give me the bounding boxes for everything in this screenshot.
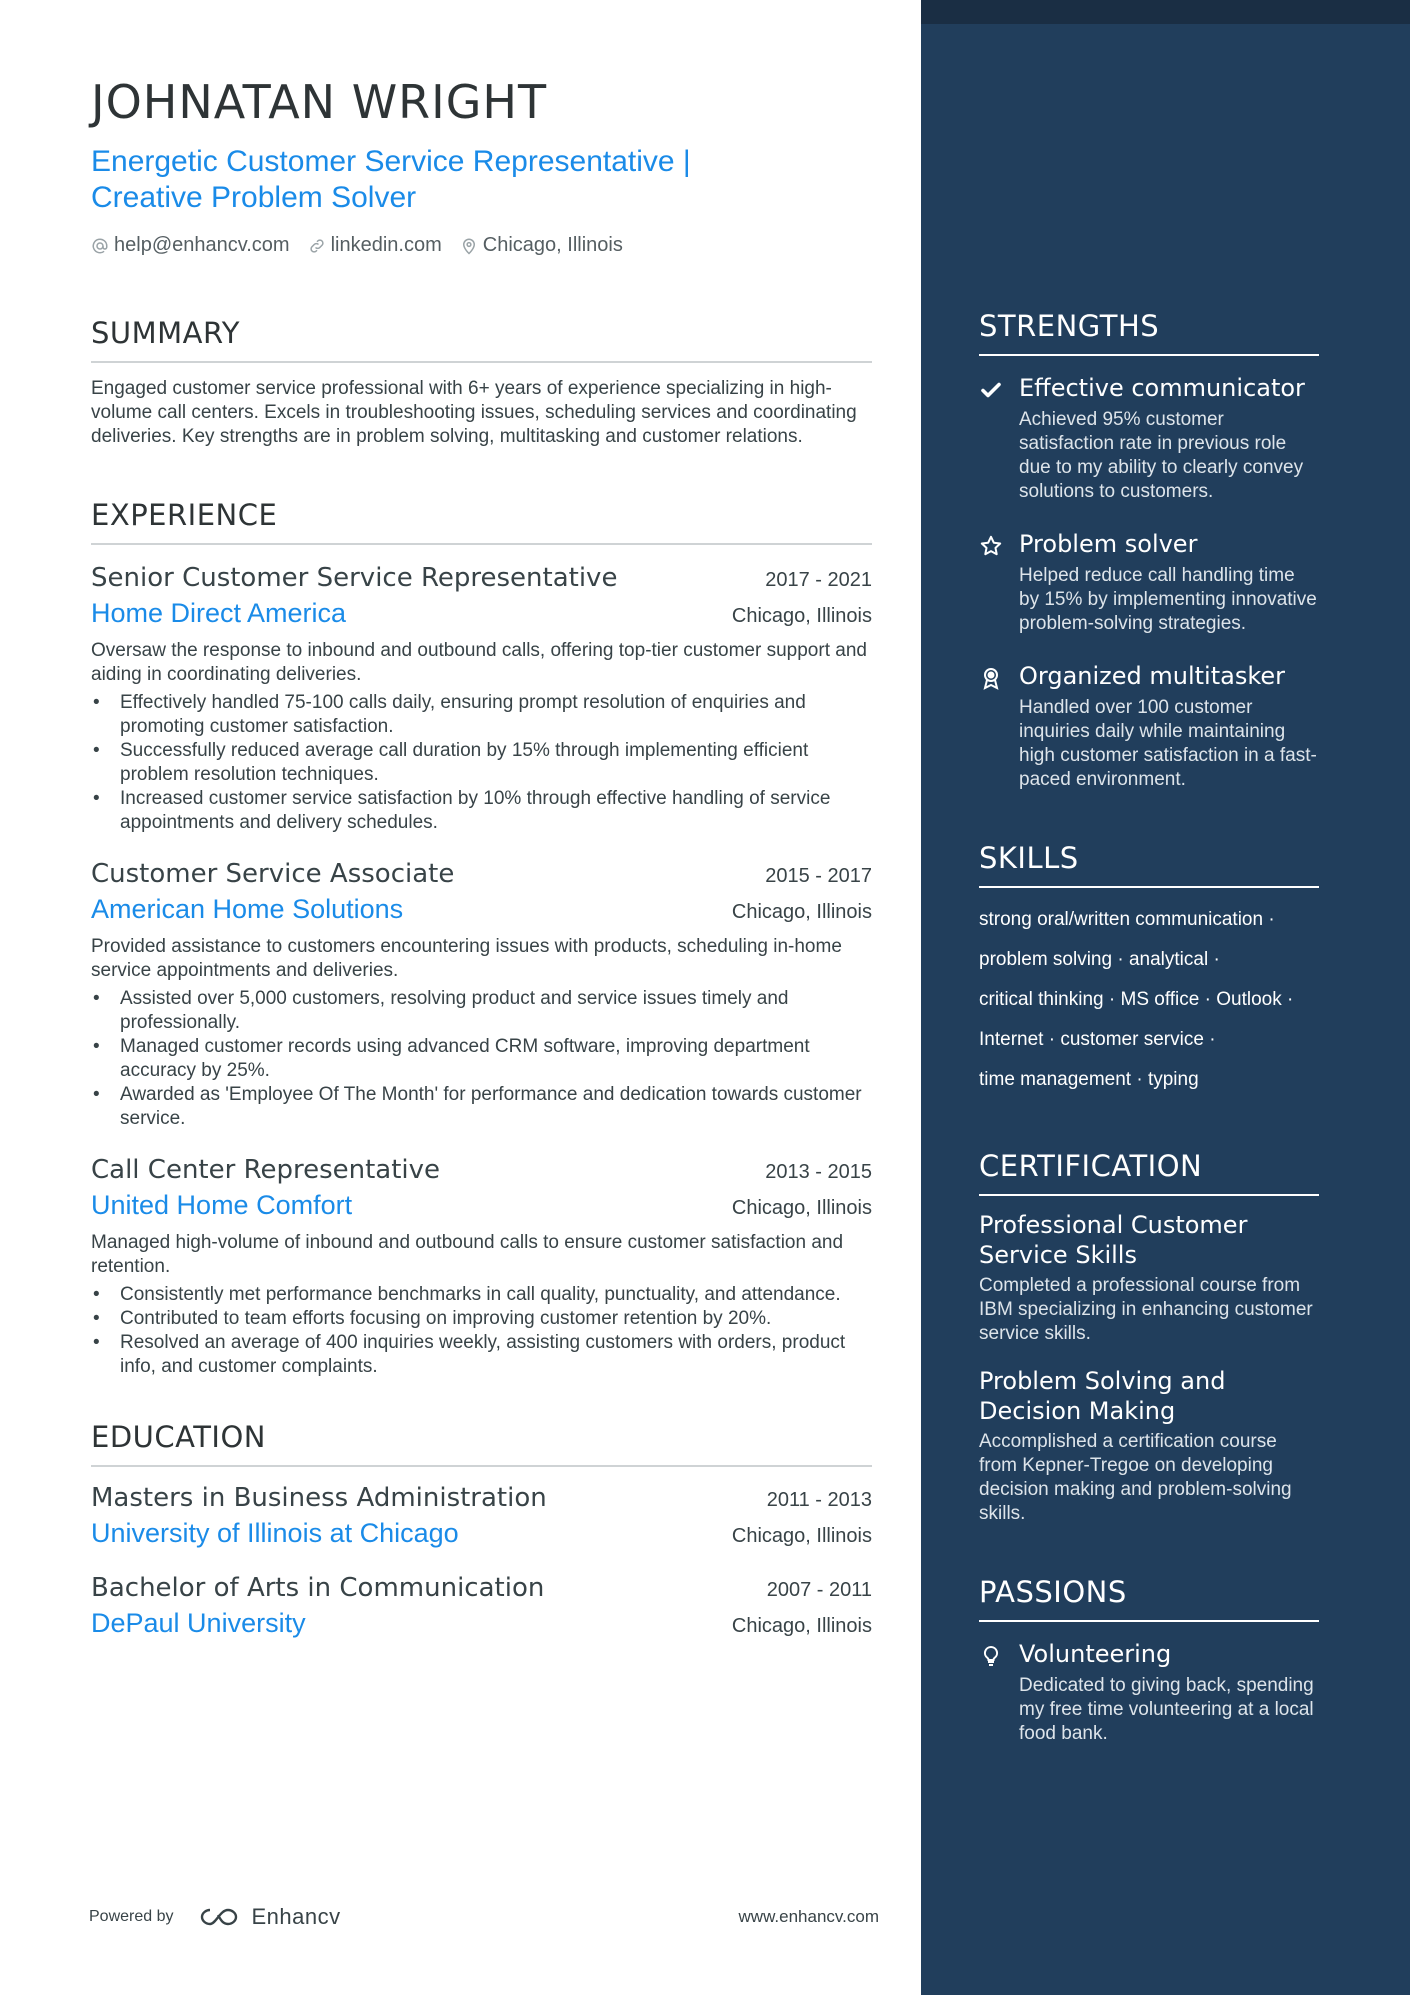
location-text: Chicago, Illinois: [482, 234, 623, 256]
job-title: Senior Customer Service Representative: [91, 563, 618, 593]
job-dates: 2017 - 2021: [765, 569, 872, 591]
experience-entry: [91, 857, 872, 1131]
job-achievements: [91, 1283, 872, 1379]
achievement-bullet: • Resolved an average of 400 inquiries weekly, assisting customers with orders, product info, and customer complaints.: [91, 1331, 872, 1379]
resume-header: [91, 74, 872, 257]
job-title: Call Center Representative: [91, 1155, 441, 1185]
degree-name: Bachelor of Arts in Communication: [91, 1573, 545, 1603]
sidebar: [979, 308, 1319, 1746]
education-title: EDUCATION: [91, 1419, 872, 1467]
at-sign-icon: [91, 237, 109, 255]
job-achievements: [91, 987, 872, 1131]
certification-section: [979, 1148, 1319, 1526]
education-entry: [91, 1481, 872, 1551]
strength-description: Handled over 100 customer inquiries daily while maintaining high customer satisfaction in a fast-paced environment.: [1019, 697, 1317, 790]
achievement-bullet: • Consistently met performance benchmarks in call quality, punctuality, and attendance.: [91, 1283, 872, 1307]
passions-title: PASSIONS: [979, 1574, 1319, 1622]
brand-name: Enhancv: [251, 1904, 341, 1929]
school-location: Chicago, Illinois: [731, 1615, 872, 1637]
company-name: Home Direct America: [91, 598, 347, 628]
location-contact: [460, 234, 623, 257]
passion-item: [979, 1638, 1319, 1746]
experience-entry: [91, 561, 872, 835]
job-achievements: [91, 691, 872, 835]
certification-name: Professional Customer Service Skills: [979, 1211, 1248, 1269]
passion-description: Dedicated to giving back, spending my free time volunteering at a local food bank.: [1019, 1675, 1314, 1744]
linkedin-text: linkedin.com: [330, 234, 442, 256]
strengths-section: [979, 308, 1319, 792]
certification-item: [979, 1366, 1319, 1526]
link-icon: [308, 237, 326, 255]
achievement-bullet: • Effectively handled 75-100 calls daily, ensuring prompt resolution of enquiries and promoting customer satisfaction.: [91, 691, 872, 739]
education-dates: 2007 - 2011: [766, 1579, 872, 1601]
powered-by-label: Powered by: [89, 1908, 174, 1925]
job-location: Chicago, Illinois: [731, 901, 872, 923]
skills-list: [979, 900, 1319, 1100]
experience-title: EXPERIENCE: [91, 497, 872, 545]
job-title: Customer Service Associate: [91, 859, 455, 889]
headline: [91, 144, 771, 216]
strength-title: Problem solver: [1019, 530, 1198, 558]
contact-info: [91, 234, 872, 257]
school-location: Chicago, Illinois: [731, 1525, 872, 1547]
certification-name: Problem Solving and Decision Making: [979, 1367, 1226, 1425]
headline-line-2: Creative Problem Solver: [91, 181, 417, 214]
map-pin-icon: [460, 237, 478, 255]
email-contact[interactable]: [91, 234, 290, 257]
summary-title: SUMMARY: [91, 315, 872, 363]
skills-title: SKILLS: [979, 840, 1319, 888]
job-location: Chicago, Illinois: [731, 1197, 872, 1219]
check-icon: [979, 378, 1003, 402]
skills-line: critical thinking · MS office · Outlook ·: [979, 989, 1294, 1010]
enhancv-logo[interactable]: [198, 1904, 341, 1930]
passion-title: Volunteering: [1019, 1640, 1172, 1668]
strength-item: [979, 528, 1319, 636]
education-section: [91, 1419, 872, 1641]
linkedin-contact[interactable]: [308, 234, 442, 257]
headline-line-1: Energetic Customer Service Representative |: [91, 145, 691, 178]
school-name: University of Illinois at Chicago: [91, 1518, 459, 1548]
certification-description: Completed a professional course from IBM specializing in enhancing customer service skills.: [979, 1275, 1313, 1344]
website-link[interactable]: www.enhancv.com: [738, 1907, 879, 1926]
award-icon: [979, 666, 1003, 690]
company-name: American Home Solutions: [91, 894, 404, 924]
skills-line: time management · typing: [979, 1069, 1199, 1090]
skills-section: [979, 840, 1319, 1100]
certification-description: Accomplished a certification course from Kepner-Tregoe on developing decision making and problem-solving skills.: [979, 1431, 1292, 1524]
summary-text: Engaged customer service professional with 6+ years of experience specializing in high-volume call centers. Excels in troubleshooting issues, scheduling services and coordinating deliveries. Key strengths are in problem solving, multitasking and customer relations.: [91, 378, 857, 447]
experience-entry: [91, 1153, 872, 1379]
company-name: United Home Comfort: [91, 1190, 353, 1220]
lightbulb-icon: [979, 1644, 1003, 1668]
job-dates: 2015 - 2017: [765, 865, 872, 887]
star-icon: [979, 534, 1003, 558]
certification-title: CERTIFICATION: [979, 1148, 1319, 1196]
achievement-bullet: • Awarded as 'Employee Of The Month' for performance and dedication towards customer service.: [91, 1083, 872, 1131]
infinity-logo-icon: [198, 1905, 244, 1929]
strength-item: [979, 372, 1319, 504]
strength-description: Helped reduce call handling time by 15% by implementing innovative problem-solving strategies.: [1019, 565, 1317, 634]
skills-line: problem solving · analytical ·: [979, 949, 1220, 970]
skills-line: strong oral/written communication ·: [979, 909, 1275, 930]
email-text: help@enhancv.com: [114, 234, 290, 256]
main-column: [91, 74, 872, 1641]
sidebar-top-strip: [921, 0, 1410, 24]
education-entry: [91, 1571, 872, 1641]
job-description: Oversaw the response to inbound and outbound calls, offering top-tier customer support and aiding in coordinating deliveries.: [91, 640, 867, 685]
strength-description: Achieved 95% customer satisfaction rate in previous role due to my ability to clearly convey solutions to customers.: [1019, 409, 1304, 502]
job-dates: 2013 - 2015: [765, 1161, 872, 1183]
summary-section: [91, 315, 872, 449]
certification-item: [979, 1210, 1319, 1346]
strength-title: Effective communicator: [1019, 374, 1305, 402]
experience-section: [91, 497, 872, 1379]
skills-line: Internet · customer service ·: [979, 1029, 1216, 1050]
achievement-bullet: • Increased customer service satisfaction by 10% through effective handling of service appointments and delivery schedules.: [91, 787, 872, 835]
achievement-bullet: • Managed customer records using advanced CRM software, improving department accuracy by 25%.: [91, 1035, 872, 1083]
job-description: Managed high-volume of inbound and outbound calls to ensure customer satisfaction and retention.: [91, 1232, 844, 1277]
school-name: DePaul University: [91, 1608, 306, 1638]
strengths-title: STRENGTHS: [979, 308, 1319, 356]
strength-item: [979, 660, 1319, 792]
job-description: Provided assistance to customers encountering issues with products, scheduling in-home service appointments and deliveries.: [91, 936, 842, 981]
passions-section: [979, 1574, 1319, 1746]
strength-title: Organized multitasker: [1019, 662, 1286, 690]
job-location: Chicago, Illinois: [731, 605, 872, 627]
achievement-bullet: • Successfully reduced average call duration by 15% through implementing efficient problem resolution techniques.: [91, 739, 872, 787]
education-dates: 2011 - 2013: [766, 1489, 872, 1511]
achievement-bullet: • Assisted over 5,000 customers, resolving product and service issues timely and professionally.: [91, 987, 872, 1035]
achievement-bullet: • Contributed to team efforts focusing on improving customer retention by 20%.: [91, 1307, 872, 1331]
footer: [89, 1902, 879, 1932]
candidate-name: JOHNATAN WRIGHT: [91, 75, 548, 129]
degree-name: Masters in Business Administration: [91, 1483, 547, 1513]
